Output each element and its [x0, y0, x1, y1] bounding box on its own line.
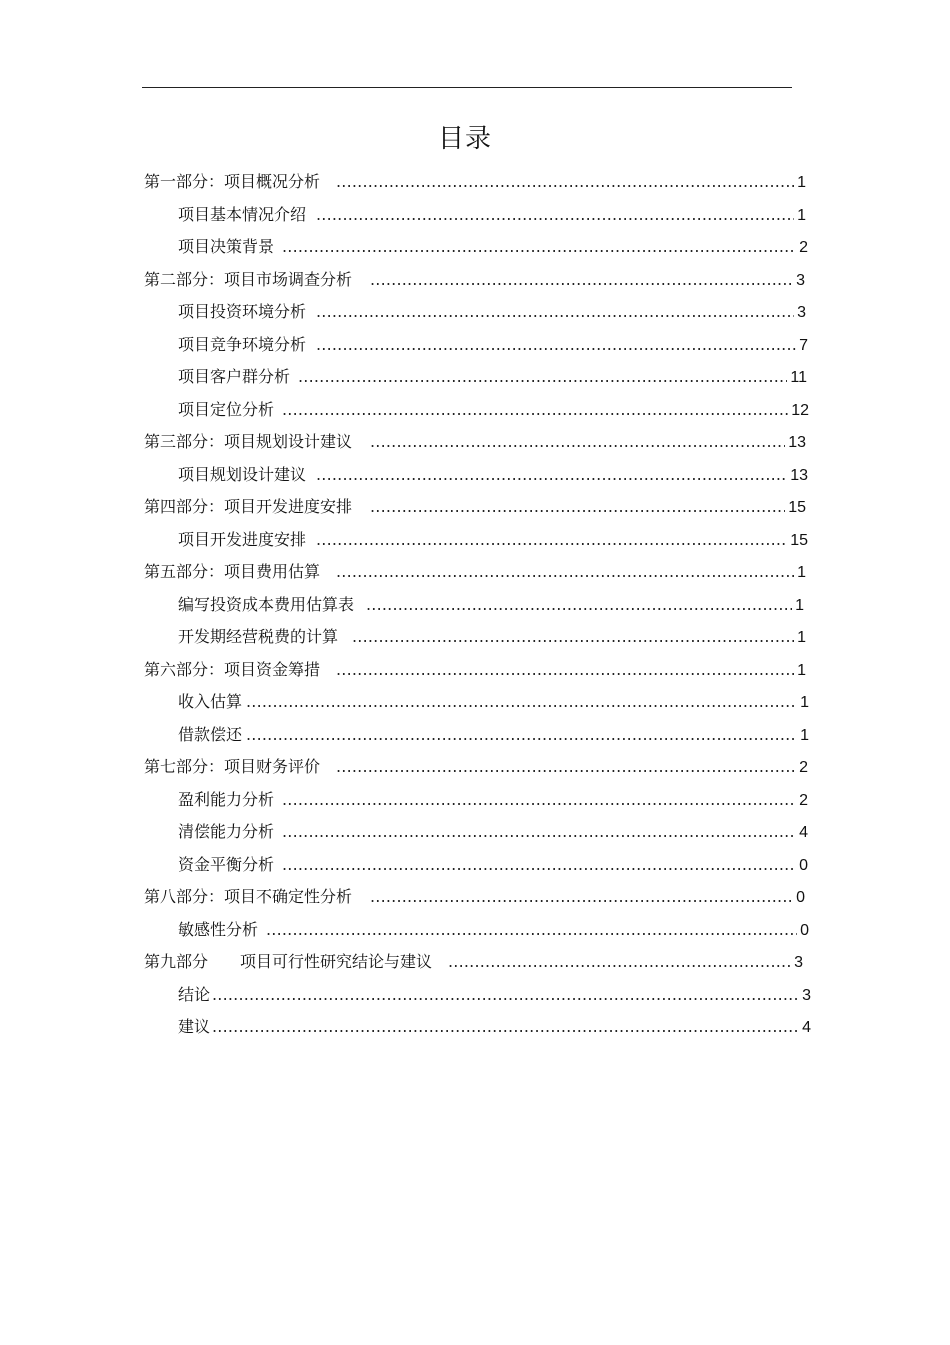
toc-entry-label: 敏感性分析	[178, 920, 259, 939]
toc-entry-label: 清偿能力分析	[178, 822, 275, 841]
toc-entry-section[interactable]	[178, 1015, 811, 1039]
toc-entry-page-number: 4	[799, 824, 808, 841]
toc-dot-leader	[336, 170, 794, 194]
toc-entry-page-number: 13	[788, 434, 806, 451]
toc-entry-label: 第五部分：项目费用估算	[144, 562, 321, 581]
toc-entry-part[interactable]	[144, 268, 805, 292]
toc-dot-leader	[316, 333, 796, 357]
toc-entry-section[interactable]	[178, 820, 808, 844]
toc-entry-section[interactable]	[178, 203, 806, 227]
toc-entry-section[interactable]	[178, 365, 807, 389]
toc-entry-section[interactable]	[178, 983, 811, 1007]
toc-entry-label: 第六部分：项目资金筹措	[144, 660, 321, 679]
toc-entry-label: 项目决策背景	[178, 237, 275, 256]
toc-entry-section[interactable]	[178, 463, 808, 487]
toc-entry-part[interactable]	[144, 495, 806, 519]
toc-entry-page-number: 1	[800, 694, 809, 711]
toc-entry-label: 建议	[178, 1017, 211, 1036]
toc-entry-label: 项目定位分析	[178, 400, 275, 419]
toc-entry-page-number: 2	[799, 792, 808, 809]
toc-entry-page-number: 1	[797, 662, 806, 679]
toc-dot-leader	[212, 983, 799, 1007]
toc-entry-label: 项目客户群分析	[178, 367, 291, 386]
toc-dot-leader	[282, 398, 788, 422]
toc-entry-page-number: 13	[790, 467, 808, 484]
toc-entry-section[interactable]	[178, 853, 808, 877]
toc-dot-leader	[366, 593, 792, 617]
toc-entry-label: 第四部分：项目开发进度安排	[144, 497, 353, 516]
toc-dot-leader	[370, 268, 793, 292]
toc-dot-leader	[282, 820, 796, 844]
toc-dot-leader	[282, 853, 796, 877]
toc-entry-page-number: 1	[797, 207, 806, 224]
toc-entry-part[interactable]	[144, 885, 805, 909]
toc-entry-page-number: 1	[797, 629, 806, 646]
toc-dot-leader	[212, 1015, 799, 1039]
toc-dot-leader	[266, 918, 797, 942]
toc-entry-page-number: 15	[788, 499, 806, 516]
toc-entry-section[interactable]	[178, 398, 809, 422]
toc-entry-section[interactable]	[178, 690, 809, 714]
toc-entry-label: 项目开发进度安排	[178, 530, 307, 549]
toc-dot-leader	[316, 463, 787, 487]
toc-dot-leader	[336, 755, 796, 779]
toc-entry-label: 结论	[178, 985, 211, 1004]
toc-entry-section[interactable]	[178, 333, 808, 357]
toc-dot-leader	[336, 560, 794, 584]
toc-dot-leader	[448, 950, 791, 974]
toc-entry-page-number: 0	[800, 922, 809, 939]
toc-entry-section[interactable]	[178, 528, 808, 552]
toc-entry-label: 项目投资环境分析	[178, 302, 307, 321]
toc-entry-part[interactable]	[144, 950, 803, 974]
toc-entry-page-number: 11	[790, 369, 807, 386]
toc-dot-leader	[336, 658, 794, 682]
toc-dot-leader	[298, 365, 787, 389]
toc-entry-label: 开发期经营税费的计算	[178, 627, 339, 646]
toc-entry-page-number: 1	[800, 727, 809, 744]
toc-entry-page-number: 1	[795, 597, 804, 614]
toc-entry-page-number: 4	[802, 1019, 811, 1036]
toc-entry-part[interactable]	[144, 560, 806, 584]
toc-entry-page-number: 2	[799, 239, 808, 256]
toc-dot-leader	[370, 495, 785, 519]
toc-entry-page-number: 12	[791, 402, 809, 419]
toc-entry-part[interactable]	[144, 755, 808, 779]
toc-dot-leader	[316, 300, 794, 324]
toc-entry-label: 编写投资成本费用估算表	[178, 595, 355, 614]
toc-entry-label: 第九部分 项目可行性研究结论与建议	[144, 952, 433, 971]
toc-dot-leader	[282, 235, 796, 259]
toc-entry-label: 项目基本情况介绍	[178, 205, 307, 224]
toc-dot-leader	[370, 430, 785, 454]
toc-entry-label: 第七部分：项目财务评价	[144, 757, 321, 776]
toc-entry-section[interactable]	[178, 723, 809, 747]
toc-dot-leader	[246, 723, 797, 747]
toc-entry-label: 项目规划设计建议	[178, 465, 307, 484]
toc-entry-label: 第二部分：项目市场调查分析	[144, 270, 353, 289]
toc-entry-page-number: 0	[799, 857, 808, 874]
toc-entry-section[interactable]	[178, 788, 808, 812]
toc-entry-section[interactable]	[178, 593, 804, 617]
toc-entry-label: 项目竞争环境分析	[178, 335, 307, 354]
toc-entry-page-number: 3	[802, 987, 811, 1004]
toc-entry-page-number: 2	[799, 759, 808, 776]
toc-entry-part[interactable]	[144, 170, 806, 194]
toc-entry-part[interactable]	[144, 658, 806, 682]
toc-dot-leader	[316, 203, 794, 227]
toc-entry-section[interactable]	[178, 625, 806, 649]
toc-entry-label: 收入估算	[178, 692, 243, 711]
toc-entry-page-number: 15	[790, 532, 808, 549]
toc-dot-leader	[316, 528, 787, 552]
toc-entry-label: 盈利能力分析	[178, 790, 275, 809]
toc-entry-label: 第八部分：项目不确定性分析	[144, 887, 353, 906]
toc-dot-leader	[282, 788, 796, 812]
toc-entry-page-number: 3	[796, 272, 805, 289]
toc-entry-page-number: 3	[794, 954, 803, 971]
toc-entry-page-number: 7	[799, 337, 808, 354]
page-title: 目录	[437, 124, 492, 154]
toc-entry-page-number: 0	[796, 889, 805, 906]
toc-entry-section[interactable]	[178, 918, 809, 942]
toc-entry-label: 第一部分：项目概况分析	[144, 172, 321, 191]
toc-dot-leader	[370, 885, 793, 909]
toc-entry-page-number: 1	[797, 174, 806, 191]
toc-entry-section[interactable]	[178, 235, 808, 259]
toc-dot-leader	[246, 690, 797, 714]
toc-dot-leader	[352, 625, 794, 649]
toc-entry-part[interactable]	[144, 430, 806, 454]
toc-entry-label: 借款偿还	[178, 725, 243, 744]
toc-entry-label: 第三部分：项目规划设计建议	[144, 432, 353, 451]
toc-entry-section[interactable]	[178, 300, 806, 324]
toc-entry-label: 资金平衡分析	[178, 855, 275, 874]
toc-entry-page-number: 1	[797, 564, 806, 581]
toc-entry-page-number: 3	[797, 304, 806, 321]
